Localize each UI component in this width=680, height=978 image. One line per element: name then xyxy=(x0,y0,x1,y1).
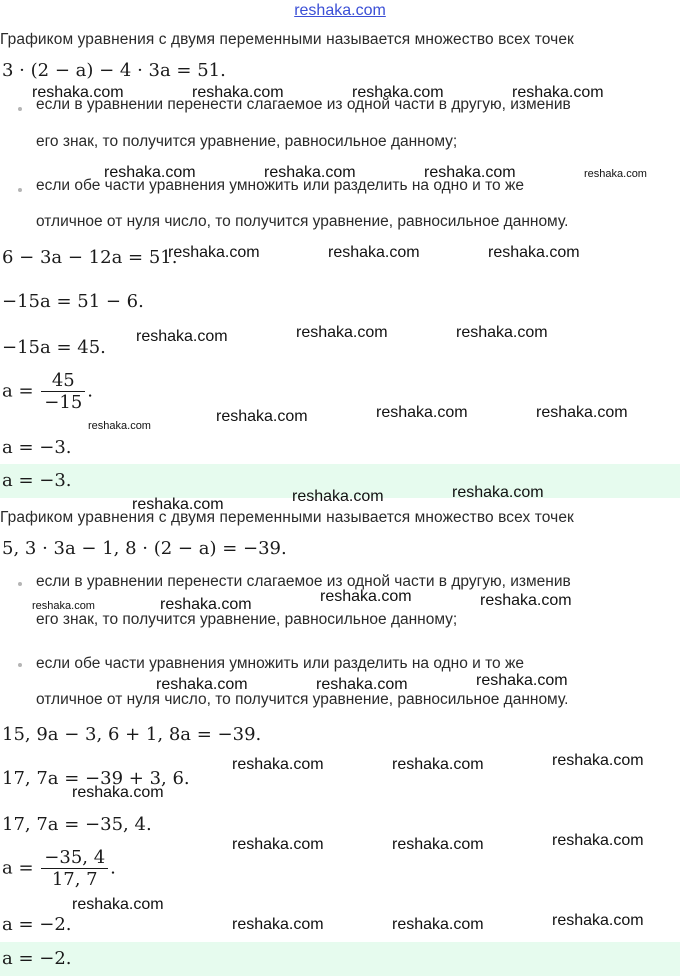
watermark: reshaka.com xyxy=(320,588,412,605)
watermark: reshaka.com xyxy=(316,676,408,693)
solution-step: 6 − 3a − 12a = 51. xyxy=(2,247,178,268)
watermark: reshaka.com xyxy=(232,916,324,933)
solution-step: 15, 9a − 3, 6 + 1, 8a = −39. xyxy=(2,724,262,745)
fraction-denominator: −15 xyxy=(41,391,85,413)
bullet-dot xyxy=(18,188,22,192)
watermark: reshaka.com xyxy=(552,912,644,929)
equation: 5, 3 · 3a − 1, 8 · (2 − a) = −39. xyxy=(2,538,287,559)
watermark: reshaka.com xyxy=(536,404,628,421)
watermark: reshaka.com xyxy=(72,784,164,801)
fraction-lhs: a = xyxy=(2,380,34,402)
rule-multiply-line1: если обе части уравнения умножить или разделить на одно и то же xyxy=(36,177,524,194)
watermark: reshaka.com xyxy=(376,404,468,421)
watermark: reshaka.com xyxy=(168,244,260,261)
site-title-link[interactable]: reshaka.com xyxy=(294,2,386,19)
watermark: reshaka.com xyxy=(160,596,252,613)
watermark: reshaka.com xyxy=(264,164,356,181)
fraction-denominator: 17, 7 xyxy=(41,868,108,890)
watermark: reshaka.com xyxy=(392,836,484,853)
equation: 3 · (2 − a) − 4 · 3a = 51. xyxy=(2,60,226,81)
watermark: reshaka.com xyxy=(480,592,572,609)
fraction xyxy=(41,847,108,890)
watermark: reshaka.com xyxy=(512,84,604,101)
watermark: reshaka.com xyxy=(32,84,124,101)
fraction-lhs: a = xyxy=(2,857,34,879)
rule-multiply-line2: отличное от нуля число, то получится уравнение, равносильное данному. xyxy=(36,691,569,708)
rule-multiply-line2: отличное от нуля число, то получится уравнение, равносильное данному. xyxy=(36,213,569,230)
watermark: reshaka.com xyxy=(584,168,647,180)
answer: a = −3. xyxy=(2,470,72,491)
bullet-dot xyxy=(18,663,22,667)
watermark: reshaka.com xyxy=(424,164,516,181)
solution-step: −15a = 45. xyxy=(2,337,106,358)
bullet-dot xyxy=(18,107,22,111)
watermark: reshaka.com xyxy=(32,600,95,612)
watermark: reshaka.com xyxy=(104,164,196,181)
watermark: reshaka.com xyxy=(216,408,308,425)
watermark: reshaka.com xyxy=(132,496,224,513)
solution-step: 17, 7a = −35, 4. xyxy=(2,814,152,835)
watermark: reshaka.com xyxy=(552,752,644,769)
answer: a = −2. xyxy=(2,948,72,969)
watermark: reshaka.com xyxy=(352,84,444,101)
solution-step: 17, 7a = −39 + 3, 6. xyxy=(2,768,190,789)
watermark: reshaka.com xyxy=(456,324,548,341)
bullet-dot xyxy=(18,582,22,586)
watermark: reshaka.com xyxy=(328,244,420,261)
result-line: a = −3. xyxy=(2,437,72,458)
rule-multiply-line1: если обе части уравнения умножить или разделить на одно и то же xyxy=(36,655,524,672)
fraction-numerator: −35, 4 xyxy=(44,847,106,868)
rule-move-term-line2: его знак, то получится уравнение, равносильное данному; xyxy=(36,611,458,628)
solution-step: −15a = 51 − 6. xyxy=(2,291,144,312)
fraction-step xyxy=(2,847,116,890)
watermark: reshaka.com xyxy=(552,832,644,849)
watermark: reshaka.com xyxy=(452,484,544,501)
watermark: reshaka.com xyxy=(232,756,324,773)
watermark: reshaka.com xyxy=(292,488,384,505)
intro-text: Графиком уравнения с двумя переменными называется множество всех точек xyxy=(0,509,574,526)
answer-bar xyxy=(0,942,680,976)
result-line: a = −2. xyxy=(2,914,72,935)
watermark: reshaka.com xyxy=(392,756,484,773)
watermark: reshaka.com xyxy=(488,244,580,261)
fraction-end: . xyxy=(110,857,116,879)
fraction-step xyxy=(2,370,93,413)
fraction-end: . xyxy=(87,380,94,402)
watermark: reshaka.com xyxy=(476,672,568,689)
watermark: reshaka.com xyxy=(156,676,248,693)
watermark: reshaka.com xyxy=(232,836,324,853)
fraction xyxy=(41,370,85,413)
watermark: reshaka.com xyxy=(72,896,164,913)
rule-move-term-line2: его знак, то получится уравнение, равносильное данному; xyxy=(36,133,458,150)
watermark: reshaka.com xyxy=(136,328,228,345)
rule-move-term-line1: если в уравнении перенести слагаемое из одной части в другую, изменив xyxy=(36,573,571,590)
intro-text: Графиком уравнения с двумя переменными называется множество всех точек xyxy=(0,31,574,48)
watermark: reshaka.com xyxy=(296,324,388,341)
watermark: reshaka.com xyxy=(392,916,484,933)
rule-move-term-line1: если в уравнении перенести слагаемое из одной части в другую, изменив xyxy=(36,96,571,113)
watermark: reshaka.com xyxy=(192,84,284,101)
fraction-numerator: 45 xyxy=(51,370,75,391)
watermark: reshaka.com xyxy=(88,420,151,432)
